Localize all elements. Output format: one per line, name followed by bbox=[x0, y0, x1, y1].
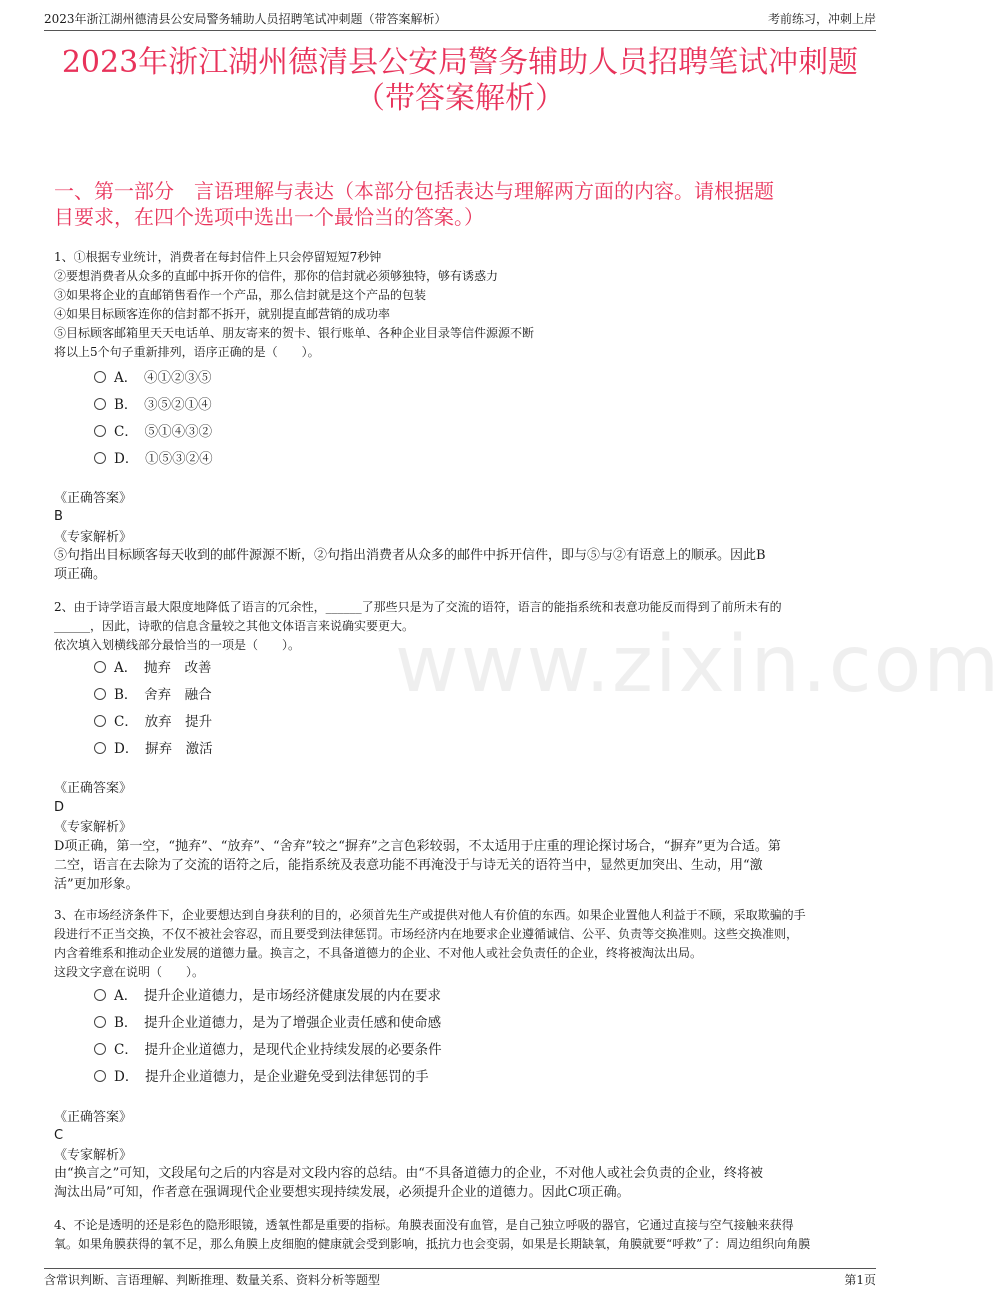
radio-icon[interactable] bbox=[94, 452, 106, 464]
q3-explanation bbox=[54, 1164, 870, 1202]
q3-explain-label: 《专家解析》 bbox=[54, 1148, 133, 1163]
option-label: C． 提升企业道德力，是现代企业持续发展的必要条件 bbox=[114, 1042, 442, 1058]
q3-answer: C bbox=[54, 1128, 64, 1143]
q1-option-d[interactable] bbox=[94, 450, 213, 468]
footer-note: 含常识判断、言语理解、判断推理、数量关系、资料分析等题型 bbox=[44, 1273, 381, 1287]
q1-line: ②要想消费者从众多的直邮中拆开你的信件，那你的信封就必须够独特，够有诱惑力 bbox=[54, 269, 499, 283]
page-header bbox=[44, 10, 876, 31]
q1-line: 1、①根据专业统计，消费者在每封信件上只会停留短短7秒钟 bbox=[54, 250, 382, 264]
section-heading-line2: 目要求，在四个选项中选出一个最恰当的答案。） bbox=[54, 205, 484, 229]
q2-option-c[interactable] bbox=[94, 713, 212, 731]
q3-option-c[interactable] bbox=[94, 1041, 442, 1059]
option-label: D． ①⑤③②④ bbox=[114, 451, 213, 467]
section-heading-line1: 一、第一部分 言语理解与表达（本部分包括表达与理解两方面的内容。请根据题 bbox=[54, 179, 774, 203]
q2-line: 依次填入划横线部分最恰当的一项是（ ）。 bbox=[54, 638, 301, 652]
radio-icon[interactable] bbox=[94, 688, 106, 700]
q2-explain-label: 《专家解析》 bbox=[54, 820, 133, 835]
radio-icon[interactable] bbox=[94, 661, 106, 673]
header-slogan: 考前练习，冲刺上岸 bbox=[767, 12, 876, 26]
q4-line: 氧。如果角膜获得的氧不足，那么角膜上皮细胞的健康就会受到影响，抵抗力也会变弱，如果是长期缺氧，角膜就要“呼救”了：周边组织向角膜 bbox=[54, 1237, 811, 1251]
explain-line: D项正确，第一空，“抛弃”、“放弃”、“舍弃”较之“摒弃”之言色彩较弱，不太适用于庄重的理论探讨场合，“摒弃”更为合适。第 bbox=[54, 839, 781, 854]
option-label: B． 舍弃 融合 bbox=[114, 687, 212, 703]
q2-line: ______，因此，诗歌的信息含量较之其他文体语言来说确实要更大。 bbox=[54, 619, 415, 633]
doc-title-line1: 2023年浙江湖州德清县公安局警务辅助人员招聘笔试冲刺题 bbox=[61, 45, 859, 80]
header-doc-title: 2023年浙江湖州德清县公安局警务辅助人员招聘笔试冲刺题（带答案解析） bbox=[44, 12, 447, 26]
explain-line: 由“换言之”可知，文段尾句之后的内容是对文段内容的总结。由“不具备道德力的企业，不对他人或社会负责的企业，终将被 bbox=[54, 1166, 763, 1181]
radio-icon[interactable] bbox=[94, 398, 106, 410]
q3-line: 3、在市场经济条件下，企业要想达到自身获利的目的，必须首先生产或提供对他人有价值的东西。如果企业置他人利益于不顾，采取欺骗的手 bbox=[54, 908, 806, 922]
explain-line: 活”更加形象。 bbox=[54, 877, 139, 892]
radio-icon[interactable] bbox=[94, 1016, 106, 1028]
option-label: B． 提升企业道德力，是为了增强企业责任感和使命感 bbox=[114, 1015, 442, 1031]
option-label: D． 摒弃 激活 bbox=[114, 741, 213, 757]
q1-line: ⑤目标顾客邮箱里天天电话单、朋友寄来的贺卡、银行账单、各种企业目录等信件源源不断 bbox=[54, 326, 535, 340]
q1-stem bbox=[54, 248, 868, 362]
option-label: C． ⑤①④③② bbox=[114, 424, 213, 440]
q2-option-a[interactable] bbox=[94, 659, 212, 677]
q4-line: 4、不论是透明的还是彩色的隐形眼镜，透氧性都是重要的指标。角膜表面没有血管，是自己独立呼吸的器官，它通过直接与空气接触来获得 bbox=[54, 1218, 794, 1232]
option-label: A． 提升企业道德力，是市场经济健康发展的内在要求 bbox=[114, 988, 441, 1004]
q2-answer-label: 《正确答案》 bbox=[54, 781, 133, 796]
q4-stem bbox=[54, 1216, 868, 1254]
explain-line: 淘汰出局”可知，作者意在强调现代企业要想实现持续发展，必须提升企业的道德力。因此C项正确。 bbox=[54, 1185, 630, 1200]
q1-line: 将以上5个句子重新排列，语序正确的是（ ）。 bbox=[54, 345, 320, 359]
q1-option-b[interactable] bbox=[94, 396, 212, 414]
q2-option-b[interactable] bbox=[94, 686, 212, 704]
option-label: C． 放弃 提升 bbox=[114, 714, 213, 730]
page-footer bbox=[44, 1268, 876, 1289]
radio-icon[interactable] bbox=[94, 742, 106, 754]
option-label: D． 提升企业道德力，是企业避免受到法律惩罚的手 bbox=[114, 1069, 429, 1085]
q2-line: 2、由于诗学语言最大限度地降低了语言的冗余性，______了那些只是为了交流的语符，语言的能指系统和表意功能反而得到了前所未有的 bbox=[54, 600, 782, 614]
radio-icon[interactable] bbox=[94, 1043, 106, 1055]
q1-answer-label: 《正确答案》 bbox=[54, 491, 133, 506]
q2-stem bbox=[54, 598, 868, 655]
explain-line: ⑤句指出目标顾客每天收到的邮件源源不断，②句指出消费者从众多的邮件中拆开信件，即与⑤与②有语意上的顺承。因此B bbox=[54, 548, 766, 563]
radio-icon[interactable] bbox=[94, 371, 106, 383]
page-number: 第1页 bbox=[844, 1273, 876, 1287]
q2-explanation bbox=[54, 837, 870, 894]
q1-answer: B bbox=[54, 509, 63, 524]
q2-answer: D bbox=[54, 800, 65, 815]
option-label: B． ③⑤②①④ bbox=[114, 397, 212, 413]
option-label: A． ④①②③⑤ bbox=[114, 370, 212, 386]
radio-icon[interactable] bbox=[94, 1070, 106, 1082]
q1-explanation bbox=[54, 546, 870, 584]
q3-option-b[interactable] bbox=[94, 1014, 441, 1032]
q3-option-a[interactable] bbox=[94, 987, 441, 1005]
q3-line: 内含着维系和推动企业发展的道德力量。换言之，不具备道德力的企业、不对他人或社会负责任的企业，终将被淘汰出局。 bbox=[54, 946, 703, 960]
q3-stem bbox=[54, 906, 868, 982]
q3-line: 这段文字意在说明（ ）。 bbox=[54, 965, 205, 979]
radio-icon[interactable] bbox=[94, 425, 106, 437]
radio-icon[interactable] bbox=[94, 989, 106, 1001]
q1-explain-label: 《专家解析》 bbox=[54, 530, 133, 545]
q1-line: ④如果目标顾客连你的信封都不拆开，就别提直邮营销的成功率 bbox=[54, 307, 391, 321]
radio-icon[interactable] bbox=[94, 715, 106, 727]
doc-title-line2: （带答案解析） bbox=[355, 81, 565, 116]
q1-option-a[interactable] bbox=[94, 369, 212, 387]
option-label: A． 抛弃 改善 bbox=[114, 660, 212, 676]
q1-option-c[interactable] bbox=[94, 423, 212, 441]
q3-answer-label: 《正确答案》 bbox=[54, 1110, 133, 1125]
q3-option-d[interactable] bbox=[94, 1068, 429, 1086]
q2-option-d[interactable] bbox=[94, 740, 213, 758]
q1-line: ③如果将企业的直邮销售看作一个产品，那么信封就是这个产品的包装 bbox=[54, 288, 427, 302]
q3-line: 段进行不正当交换，不仅不被社会容忍，而且要受到法律惩罚。市场经济内在地要求企业遵循诚信、公平、负责等交换准则。这些交换准则， bbox=[54, 927, 799, 941]
explain-line: 项正确。 bbox=[54, 567, 107, 582]
watermark: www.zixin.com bbox=[395, 620, 1001, 710]
explain-line: 二空，语言在去除为了交流的语符之后，能指系统及表意功能不再淹没于与诗无关的语符当中，显然更加突出、生动，用“激 bbox=[54, 858, 763, 873]
